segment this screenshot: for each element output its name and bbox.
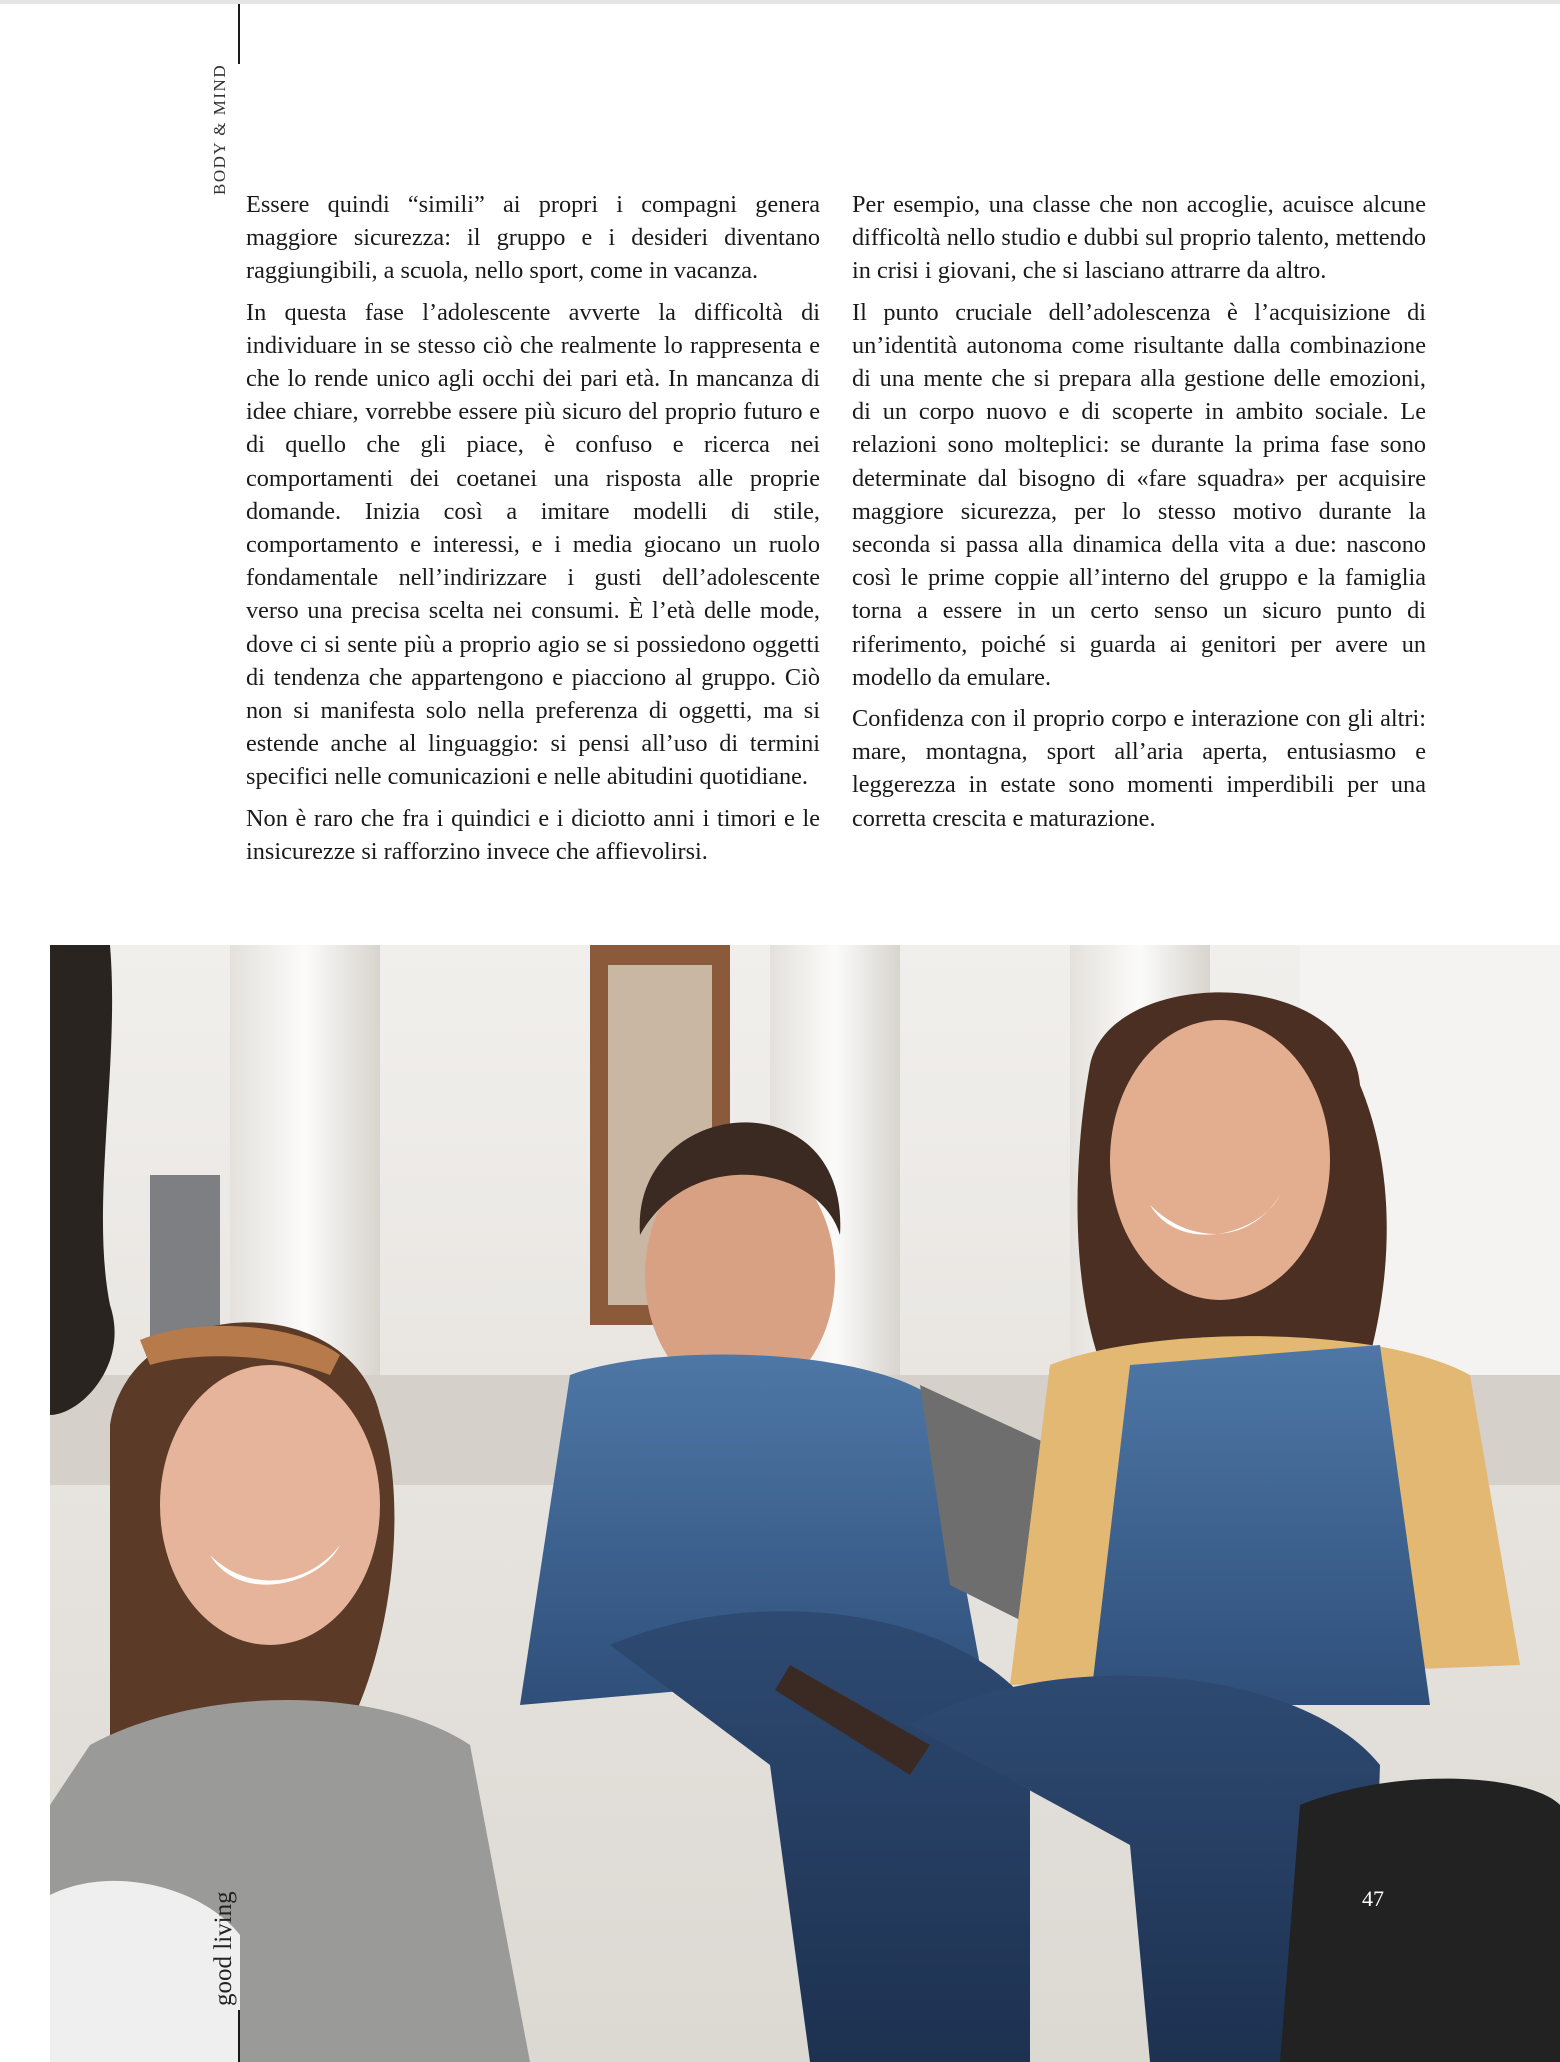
paragraph: Il punto cruciale dell’adolescenza è l’acquisizione di un’identità autonoma come risultante dalla combinazione di una mente che si prepara alla gestione delle emozioni, di un corpo nuovo e di scoperte in ambito sociale. Le relazioni sono molteplici: se durante la prima fase sono determinate dal bisogno di «fare squadra» per acquisire maggiore sicurezza, per lo stesso motivo durante la seconda si passa alla dinamica della vita a due: nascono così le prime coppie all’interno del gruppo e la famiglia torna a essere in un certo senso un sicuro punto di riferimento, poiché si guarda ai genitori per avere un modello da emulare. <box>852 298 1426 691</box>
header-rule <box>238 4 240 64</box>
page-number: 47 <box>1362 1886 1384 1911</box>
footer-rule <box>238 2010 240 2062</box>
brand-label: good living <box>210 1891 237 2006</box>
paragraph: Essere quindi “simili” ai propri i compagni genera maggiore sicurezza: il gruppo e i desideri diventano raggiungibili, a scuola, nello sport, come in vacanza. <box>246 191 820 285</box>
section-label: BODY & MIND <box>210 63 229 195</box>
top-border <box>0 0 1560 4</box>
article-photo <box>50 945 1560 2062</box>
paragraph: Non è raro che fra i quindici e i diciotto anni i timori e le insicurezze si rafforzino invece che affievolirsi. <box>246 804 820 865</box>
article-left-column <box>246 188 820 876</box>
paragraph: In questa fase l’adolescente avverte la difficoltà di individuare in se stesso ciò che realmente lo rappresenta e che lo rende unico agli occhi dei pari età. In mancanza di idee chiare, vorrebbe essere più sicuro del proprio futuro e di quello che gli piace, è confuso e ricerca nei comportamenti dei coetanei una risposta alle proprie domande. Inizia così a imitare modelli di stile, comportamento e interessi, e i media giocano un ruolo fondamentale nell’indirizzare i gusti dell’adolescente verso una precisa scelta nei consumi. È l’età delle mode, dove ci si sente più a proprio agio se si possiedono oggetti di tendenza che appartengono e piacciono al gruppo. Ciò non si manifesta solo nella preferenza di oggetti, ma si estende anche al linguaggio: si pensi all’uso di termini specifici nelle comunicazioni e nelle abitudini quotidiane. <box>246 298 820 791</box>
article-right-column <box>852 188 1426 843</box>
paragraph: Confidenza con il proprio corpo e interazione con gli altri: mare, montagna, sport all’aria aperta, entusiasmo e leggerezza in estate sono momenti imperdibili per una corretta crescita e maturazione. <box>852 705 1426 832</box>
paragraph: Per esempio, una classe che non accoglie, acuisce alcune difficoltà nello studio e dubbi sul proprio talento, mettendo in crisi i giovani, che si lasciano attrarre da altro. <box>852 191 1426 285</box>
